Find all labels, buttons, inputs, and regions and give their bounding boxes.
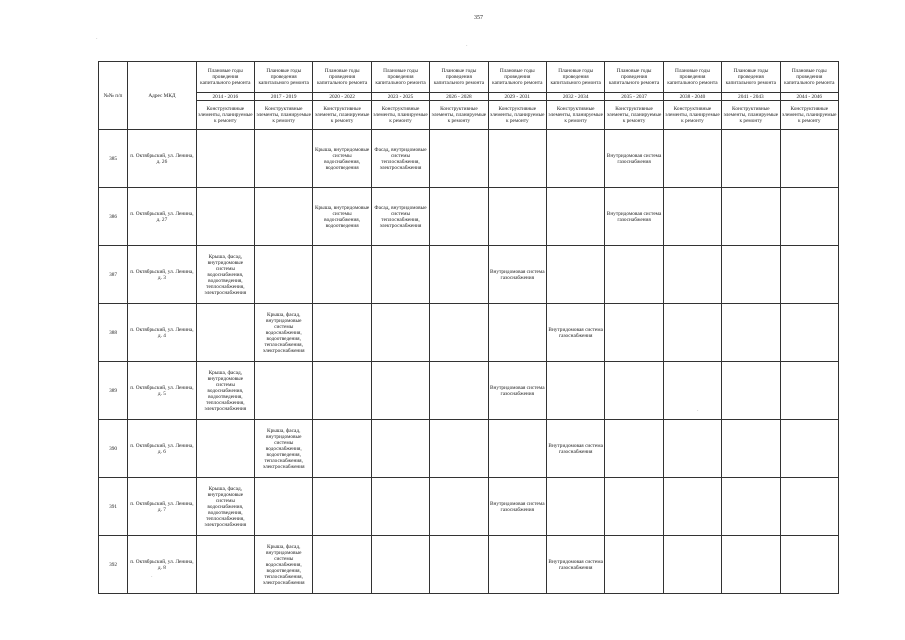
table-row (99, 130, 839, 188)
header-elements-title: Конструктивные элементы, планируемые к ремонту (371, 101, 429, 130)
repair-elements-cell (605, 536, 663, 594)
repair-elements-cell (546, 362, 604, 420)
table-row (99, 362, 839, 420)
repair-elements-cell: Внутридомовая система газоснабжения (546, 304, 604, 362)
header-period-title: Плановые годы проведения капитального ремонта (488, 62, 546, 93)
header-elements-title: Конструктивные элементы, планируемые к ремонту (605, 101, 663, 130)
row-address: п. Октябрьский, ул. Ленина, д. 8 (128, 536, 196, 594)
header-elements-title: Конструктивные элементы, планируемые к ремонту (546, 101, 604, 130)
repair-elements-cell (605, 478, 663, 536)
repair-elements-cell (722, 246, 780, 304)
header-period-title: Плановые годы проведения капитального ремонта (605, 62, 663, 93)
header-period-years: 2032 - 2034 (546, 93, 604, 101)
repair-elements-cell: Крыша, фасад, внутридомовые системы водоснабжения, водоотведения, теплоснабжения, электроснабжения (196, 246, 254, 304)
repair-elements-cell (313, 420, 371, 478)
header-period-title: Плановые годы проведения капитального ремонта (430, 62, 488, 93)
repair-elements-cell: Крыша, фасад, внутридомовые системы водоснабжения, водоотведения, теплоснабжения, электроснабжения (196, 478, 254, 536)
header-row-periods (99, 93, 839, 101)
repair-elements-cell (780, 130, 838, 188)
row-number: 388 (99, 304, 128, 362)
header-period-title: Плановые годы проведения капитального ремонта (313, 62, 371, 93)
repair-elements-cell (488, 188, 546, 246)
repair-elements-cell (663, 536, 721, 594)
row-address: п. Октябрьский, ул. Ленина, д. 26 (128, 130, 196, 188)
repair-elements-cell (663, 188, 721, 246)
row-address: п. Октябрьский, ул. Ленина, д. 4 (128, 304, 196, 362)
scan-speck: · (466, 44, 468, 49)
header-period-years: 2017 - 2019 (255, 93, 313, 101)
repair-elements-cell (780, 420, 838, 478)
repair-elements-cell: Фасад, внутридомовые системы теплоснабжения, электроснабжения (371, 130, 429, 188)
header-elements-title: Конструктивные элементы, планируемые к ремонту (663, 101, 721, 130)
header-elements-title: Конструктивные элементы, планируемые к ремонту (488, 101, 546, 130)
repair-elements-cell (605, 362, 663, 420)
repair-elements-cell: Внутридомовая система газоснабжения (488, 478, 546, 536)
repair-elements-cell (722, 478, 780, 536)
header-period-years: 2038 - 2040 (663, 93, 721, 101)
repair-elements-cell (313, 478, 371, 536)
repair-elements-cell (313, 536, 371, 594)
repair-elements-cell (546, 478, 604, 536)
row-number: 390 (99, 420, 128, 478)
header-elements-title: Конструктивные элементы, планируемые к ремонту (255, 101, 313, 130)
repair-elements-cell (255, 362, 313, 420)
row-number: 387 (99, 246, 128, 304)
header-period-title: Плановые годы проведения капитального ремонта (722, 62, 780, 93)
repair-elements-cell (196, 130, 254, 188)
row-number: 392 (99, 536, 128, 594)
repair-elements-cell (546, 188, 604, 246)
repair-elements-cell (722, 130, 780, 188)
repair-elements-cell (255, 478, 313, 536)
repair-elements-cell (313, 362, 371, 420)
repair-elements-cell (488, 304, 546, 362)
repair-elements-cell (722, 420, 780, 478)
repair-elements-cell (371, 536, 429, 594)
repair-elements-cell (663, 304, 721, 362)
header-period-title: Плановые годы проведения капитального ремонта (196, 62, 254, 93)
repair-elements-cell (488, 420, 546, 478)
repair-elements-cell (663, 478, 721, 536)
header-elements-title: Конструктивные элементы, планируемые к ремонту (780, 101, 838, 130)
header-period-title: Плановые годы проведения капитального ремонта (255, 62, 313, 93)
repair-elements-cell (430, 130, 488, 188)
repair-elements-cell: Крыша, фасад, внутридомовые системы водоснабжения, водоотведения, теплоснабжения, электроснабжения (255, 536, 313, 594)
header-elements-title: Конструктивные элементы, планируемые к ремонту (430, 101, 488, 130)
header-period-title: Плановые годы проведения капитального ремонта (546, 62, 604, 93)
header-row-elements (99, 101, 839, 130)
header-row-titles (99, 62, 839, 93)
repair-elements-cell (722, 188, 780, 246)
repair-elements-cell: Крыша, внутридомовые системы водоснабжения, водоотведения (313, 130, 371, 188)
repair-elements-cell (371, 362, 429, 420)
header-elements-title: Конструктивные элементы, планируемые к ремонту (722, 101, 780, 130)
repair-elements-cell (430, 188, 488, 246)
repair-elements-cell (605, 246, 663, 304)
header-period-title: Плановые годы проведения капитального ремонта (663, 62, 721, 93)
header-period-years: 2020 - 2022 (313, 93, 371, 101)
repair-elements-cell (255, 188, 313, 246)
table-row (99, 304, 839, 362)
header-period-years: 2023 - 2025 (371, 93, 429, 101)
row-number: 389 (99, 362, 128, 420)
row-address: п. Октябрьский, ул. Ленина, д. 3 (128, 246, 196, 304)
repair-elements-cell (546, 130, 604, 188)
row-number: 386 (99, 188, 128, 246)
row-address: п. Октябрьский, ул. Ленина, д. 5 (128, 362, 196, 420)
header-period-years: 2035 - 2037 (605, 93, 663, 101)
row-number: 385 (99, 130, 128, 188)
repair-elements-cell (780, 304, 838, 362)
repair-elements-cell: Внутридомовая система газоснабжения (605, 188, 663, 246)
header-period-years: 2014 - 2016 (196, 93, 254, 101)
repair-elements-cell (196, 420, 254, 478)
table-row (99, 188, 839, 246)
repair-elements-cell: Крыша, фасад, внутридомовые системы водоснабжения, водоотведения, теплоснабжения, электроснабжения (196, 362, 254, 420)
header-period-years: 2041 - 2043 (722, 93, 780, 101)
repair-elements-cell (430, 420, 488, 478)
repair-elements-cell (605, 420, 663, 478)
capital-repair-plan-table (98, 61, 839, 594)
repair-elements-cell (780, 246, 838, 304)
header-period-years: 2029 - 2031 (488, 93, 546, 101)
table-row (99, 246, 839, 304)
header-period-years: 2026 - 2028 (430, 93, 488, 101)
repair-elements-cell (313, 246, 371, 304)
repair-elements-cell (196, 304, 254, 362)
table-row (99, 536, 839, 594)
repair-elements-cell (663, 420, 721, 478)
repair-elements-cell (780, 188, 838, 246)
repair-elements-cell (371, 246, 429, 304)
row-address: п. Октябрьский, ул. Ленина, д. 7 (128, 478, 196, 536)
repair-elements-cell (255, 130, 313, 188)
repair-elements-cell: Внутридомовая система газоснабжения (546, 536, 604, 594)
repair-elements-cell (196, 188, 254, 246)
repair-elements-cell (371, 420, 429, 478)
repair-elements-cell: Фасад, внутридомовые системы теплоснабжения, электроснабжения (371, 188, 429, 246)
repair-elements-cell: Внутридомовая система газоснабжения (546, 420, 604, 478)
repair-elements-cell (430, 362, 488, 420)
scan-speck: · (151, 575, 153, 580)
repair-elements-cell (488, 536, 546, 594)
table-row (99, 420, 839, 478)
repair-elements-cell: Внутридомовая система газоснабжения (605, 130, 663, 188)
repair-elements-cell (255, 246, 313, 304)
repair-elements-cell (780, 536, 838, 594)
repair-elements-cell (605, 304, 663, 362)
repair-elements-cell (780, 362, 838, 420)
repair-elements-cell (663, 362, 721, 420)
row-address: п. Октябрьский, ул. Ленина, д. 27 (128, 188, 196, 246)
repair-elements-cell (663, 130, 721, 188)
header-elements-title: Конструктивные элементы, планируемые к ремонту (196, 101, 254, 130)
repair-elements-cell: Крыша, внутридомовые системы водоснабжения, водоотведения (313, 188, 371, 246)
header-num: №№ п/п (99, 62, 128, 130)
header-period-title: Плановые годы проведения капитального ремонта (780, 62, 838, 93)
row-number: 391 (99, 478, 128, 536)
repair-elements-cell (196, 536, 254, 594)
scan-speck: · (697, 409, 699, 414)
repair-elements-cell (546, 246, 604, 304)
repair-elements-cell (780, 478, 838, 536)
repair-elements-cell: Крыша, фасад, внутридомовые системы водоснабжения, водоотведения, теплоснабжения, электроснабжения (255, 304, 313, 362)
repair-elements-cell (722, 362, 780, 420)
repair-elements-cell (430, 536, 488, 594)
repair-elements-cell (663, 246, 721, 304)
scan-speck: · (96, 37, 98, 42)
repair-elements-cell: Внутридомовая система газоснабжения (488, 362, 546, 420)
repair-elements-cell (722, 536, 780, 594)
repair-elements-cell (430, 246, 488, 304)
repair-elements-cell (313, 304, 371, 362)
repair-elements-cell: Крыша, фасад, внутридомовые системы водоснабжения, водоотведения, теплоснабжения, электроснабжения (255, 420, 313, 478)
repair-elements-cell (488, 130, 546, 188)
repair-elements-cell (371, 304, 429, 362)
header-elements-title: Конструктивные элементы, планируемые к ремонту (313, 101, 371, 130)
repair-elements-cell (722, 304, 780, 362)
header-address: Адрес МКД (128, 62, 196, 130)
repair-elements-cell (371, 478, 429, 536)
repair-elements-cell (430, 304, 488, 362)
header-period-years: 2044 - 2046 (780, 93, 838, 101)
header-period-title: Плановые годы проведения капитального ремонта (371, 62, 429, 93)
repair-elements-cell (430, 478, 488, 536)
page-number: 357 (474, 15, 483, 21)
repair-elements-cell: Внутридомовая система газоснабжения (488, 246, 546, 304)
table-row (99, 478, 839, 536)
row-address: п. Октябрьский, ул. Ленина, д. 6 (128, 420, 196, 478)
